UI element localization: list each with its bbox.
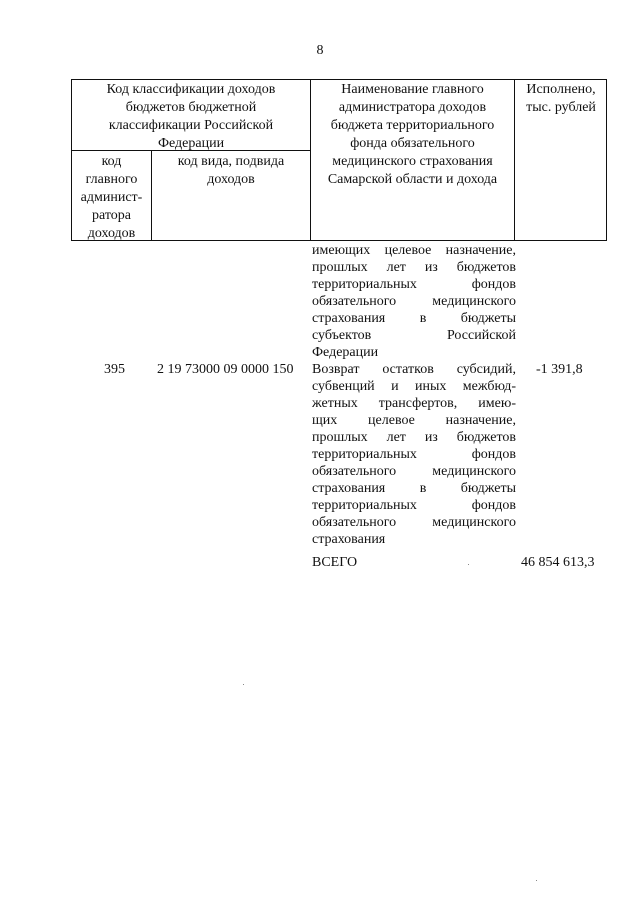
scan-speck: [536, 880, 537, 881]
continuation-name-text: имеющих целевое назначение, прошлых лет из бюджетов территориальных фондов обязательного медицинского страхования в бюджеты субъектов Российской Федерации: [312, 243, 516, 360]
page-number: 8: [316, 43, 324, 58]
header-separator-amount: [514, 79, 515, 241]
row-amount: -1 391,8: [536, 362, 583, 377]
total-amount: 46 854 613,3: [521, 555, 595, 570]
table-header: [71, 79, 607, 241]
header-separator-name: [310, 79, 311, 241]
total-label: ВСЕГО: [312, 555, 358, 570]
scan-speck: [243, 684, 244, 685]
row-admin-code: 395: [104, 362, 125, 377]
header-name: Наименование главного администратора доходов бюджета территориального фонда обязательного медицинского страхования Самарской области и дохода: [327, 82, 498, 187]
row-name-text: Возврат остатков субсидий, субвенций и иных межбюд- жетных трансфертов, имею- щих целевое назначение, прошлых лет из бюджетов территориальных фондов обязательного медицинского страхования в бюджеты территориальных фондов обязательного медицинского страхования: [312, 362, 516, 547]
header-kind-code: код вида, подвида доходов: [177, 154, 285, 187]
header-admin-code: код главного админист- ратора доходов: [80, 154, 143, 241]
header-top-border: [71, 79, 607, 80]
row-kind-code: 2 19 73000 09 0000 150: [157, 362, 294, 377]
header-amount: Исполнено, тыс. рублей: [526, 82, 596, 115]
header-right-border: [606, 79, 607, 241]
scan-speck: [468, 564, 469, 565]
header-group-title: Код классификации доходов бюджетов бюджетной классификации Российской Федерации: [106, 82, 276, 151]
